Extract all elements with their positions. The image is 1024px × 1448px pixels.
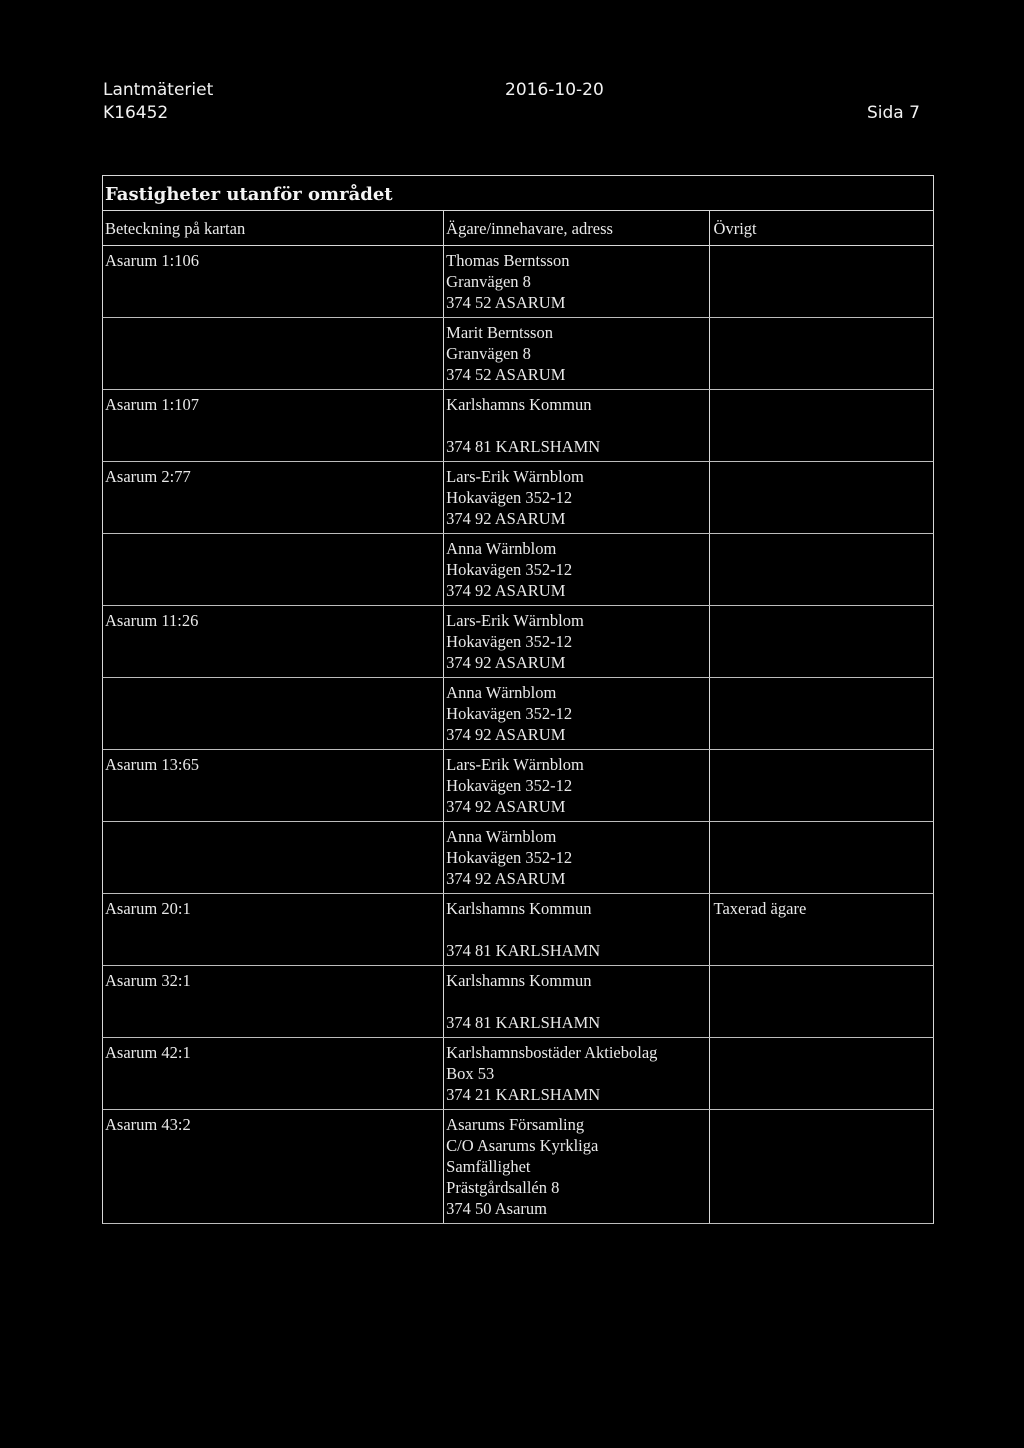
- owner-line: [446, 919, 706, 940]
- owner-line: 374 92 ASARUM: [446, 581, 566, 600]
- other-info: [709, 1038, 933, 1109]
- other-info: [709, 318, 933, 389]
- table-row: [102, 678, 934, 750]
- other-info: [709, 462, 933, 533]
- owner-address: [443, 822, 708, 893]
- owner-line: Anna Wärnblom: [446, 827, 557, 846]
- owner-line: Lars-Erik Wärnblom: [446, 467, 584, 486]
- other-info: [709, 1110, 933, 1223]
- owner-line: Granvägen 8: [446, 344, 531, 363]
- owner-line: 374 92 ASARUM: [446, 653, 566, 672]
- owner-address: [443, 534, 708, 605]
- owner-line: 374 52 ASARUM: [446, 293, 566, 312]
- owner-line: Karlshamns Kommun: [446, 395, 592, 414]
- property-designation: Asarum 43:2: [105, 1115, 191, 1134]
- owner-address: [443, 462, 708, 533]
- column-header-property: Beteckning på kartan: [105, 219, 246, 238]
- owner-line: 374 92 ASARUM: [446, 869, 566, 888]
- owner-line: Anna Wärnblom: [446, 539, 557, 558]
- table-row: [102, 534, 934, 606]
- owner-line: 374 92 ASARUM: [446, 509, 566, 528]
- owner-line: Thomas Berntsson: [446, 251, 570, 270]
- table-row: [102, 390, 934, 462]
- owner-address: [443, 678, 708, 749]
- other-info: [709, 390, 933, 461]
- owner-line: Hokavägen 352-12: [446, 488, 573, 507]
- table-row: [102, 894, 934, 966]
- owner-address: [443, 750, 708, 821]
- table-row: [102, 318, 934, 390]
- table-header-row: [102, 211, 934, 246]
- property-designation: Asarum 42:1: [105, 1043, 191, 1062]
- owner-line: 374 81 KARLSHAMN: [446, 941, 601, 960]
- property-designation: Asarum 11:26: [105, 611, 199, 630]
- owner-line: 374 92 ASARUM: [446, 725, 566, 744]
- other-info: [709, 966, 933, 1037]
- table-row: [102, 822, 934, 894]
- owner-line: Lars-Erik Wärnblom: [446, 755, 584, 774]
- owner-line: 374 81 KARLSHAMN: [446, 437, 601, 456]
- owner-address: [443, 894, 708, 965]
- property-designation: Asarum 1:106: [105, 251, 199, 270]
- table-row: [102, 462, 934, 534]
- owner-line: 374 21 KARLSHAMN: [446, 1085, 601, 1104]
- owner-address: [443, 318, 708, 389]
- table-title: Fastigheter utanför området: [102, 175, 934, 211]
- owner-line: Granvägen 8: [446, 272, 531, 291]
- other-info: [709, 750, 933, 821]
- owner-line: Hokavägen 352-12: [446, 704, 573, 723]
- owner-address: [443, 1038, 708, 1109]
- owner-address: [443, 606, 708, 677]
- owner-line: Samfällighet: [446, 1157, 531, 1176]
- other-info: Taxerad ägare: [709, 894, 933, 965]
- property-designation: [103, 318, 443, 389]
- owner-address: [443, 390, 708, 461]
- property-designation: Asarum 32:1: [105, 971, 191, 990]
- owner-line: Karlshamns Kommun: [446, 971, 592, 990]
- property-designation: [103, 822, 443, 893]
- owner-line: Hokavägen 352-12: [446, 776, 573, 795]
- other-info: [709, 606, 933, 677]
- property-designation: Asarum 13:65: [105, 755, 199, 774]
- property-designation: [103, 534, 443, 605]
- owner-line: 374 52 ASARUM: [446, 365, 566, 384]
- owner-line: Box 53: [446, 1064, 495, 1083]
- table-body: [102, 246, 934, 1224]
- other-info: [709, 534, 933, 605]
- owner-line: Hokavägen 352-12: [446, 632, 573, 651]
- other-info: [709, 678, 933, 749]
- owner-address: [443, 1110, 708, 1223]
- table-row: [102, 966, 934, 1038]
- column-header-other: Övrigt: [709, 211, 933, 245]
- owner-line: Hokavägen 352-12: [446, 848, 573, 867]
- owner-line: Karlshamns Kommun: [446, 899, 592, 918]
- owner-line: Marit Berntsson: [446, 323, 553, 342]
- owner-line: 374 92 ASARUM: [446, 797, 566, 816]
- owner-line: Lars-Erik Wärnblom: [446, 611, 584, 630]
- owner-line: 374 81 KARLSHAMN: [446, 1013, 601, 1032]
- property-designation: [103, 678, 443, 749]
- table-row: [102, 246, 934, 318]
- owner-line: Karlshamnsbostäder Aktiebolag: [446, 1043, 658, 1062]
- owner-line: Anna Wärnblom: [446, 683, 557, 702]
- page-number: Sida 7: [867, 103, 920, 123]
- owner-line: [446, 991, 706, 1012]
- owner-line: C/O Asarums Kyrkliga: [446, 1136, 599, 1155]
- owner-line: Asarums Församling: [446, 1115, 585, 1134]
- property-designation: Asarum 20:1: [105, 899, 191, 918]
- property-designation: Asarum 2:77: [105, 467, 191, 486]
- table-row: [102, 1110, 934, 1224]
- owner-address: [443, 246, 708, 317]
- table-row: [102, 750, 934, 822]
- property-designation: Asarum 1:107: [105, 395, 199, 414]
- other-info: [709, 246, 933, 317]
- properties-table: [102, 175, 934, 1224]
- case-id: K16452: [103, 103, 169, 123]
- owner-line: 374 50 Asarum: [446, 1199, 548, 1218]
- owner-line: [446, 415, 706, 436]
- organization-name: Lantmäteriet: [103, 80, 214, 100]
- table-row: [102, 1038, 934, 1110]
- document-date: 2016-10-20: [505, 80, 604, 100]
- other-info: [709, 822, 933, 893]
- owner-line: Hokavägen 352-12: [446, 560, 573, 579]
- table-row: [102, 606, 934, 678]
- column-header-owner: Ägare/innehavare, adress: [443, 211, 708, 245]
- owner-address: [443, 966, 708, 1037]
- owner-line: Prästgårdsallén 8: [446, 1178, 560, 1197]
